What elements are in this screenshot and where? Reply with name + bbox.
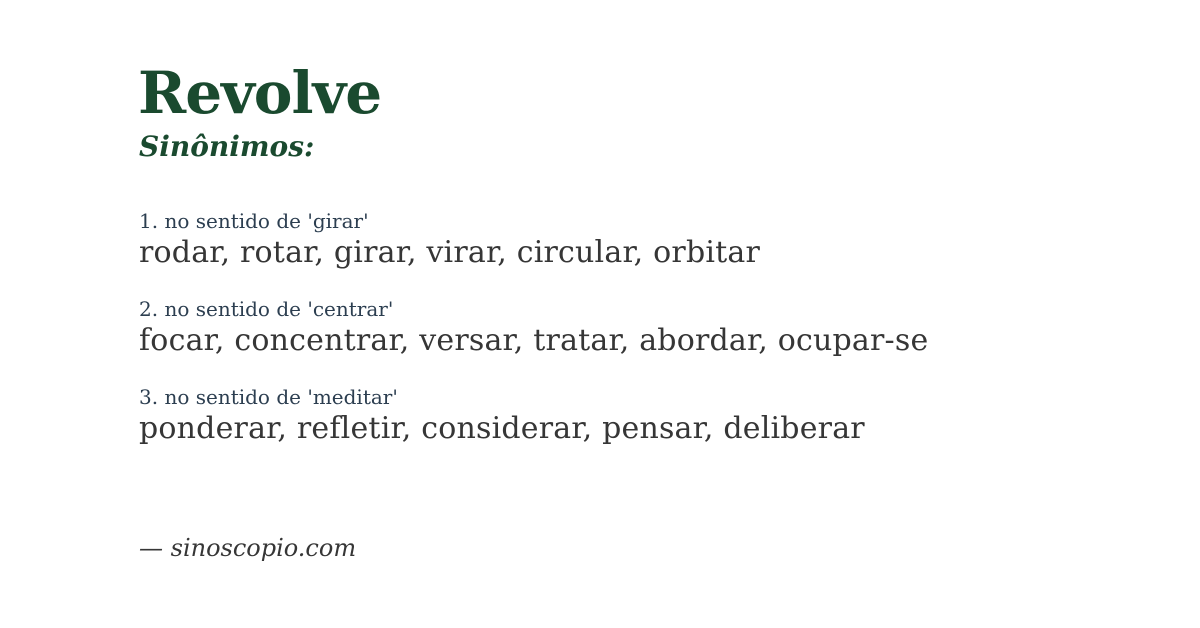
synonyms-subtitle: Sinônimos:: [139, 130, 315, 163]
sense-synonyms-list: rodar, rotar, girar, virar, circular, orbitar: [139, 235, 761, 270]
sense-synonyms-list: ponderar, refletir, considerar, pensar, deliberar: [139, 411, 865, 446]
sense-entry-1: [139, 207, 760, 270]
sense-entry-2: [139, 295, 928, 358]
sense-label: 3. no sentido de 'meditar': [139, 385, 398, 409]
sense-synonyms-list: focar, concentrar, versar, tratar, abordar, ocupar-se: [139, 323, 929, 358]
site-attribution: — sinoscopio.com: [139, 534, 357, 562]
page-title: Revolve: [138, 59, 382, 127]
sense-label: 2. no sentido de 'centrar': [139, 297, 394, 321]
sense-entry-3: [139, 383, 865, 446]
sense-label: 1. no sentido de 'girar': [139, 209, 369, 233]
